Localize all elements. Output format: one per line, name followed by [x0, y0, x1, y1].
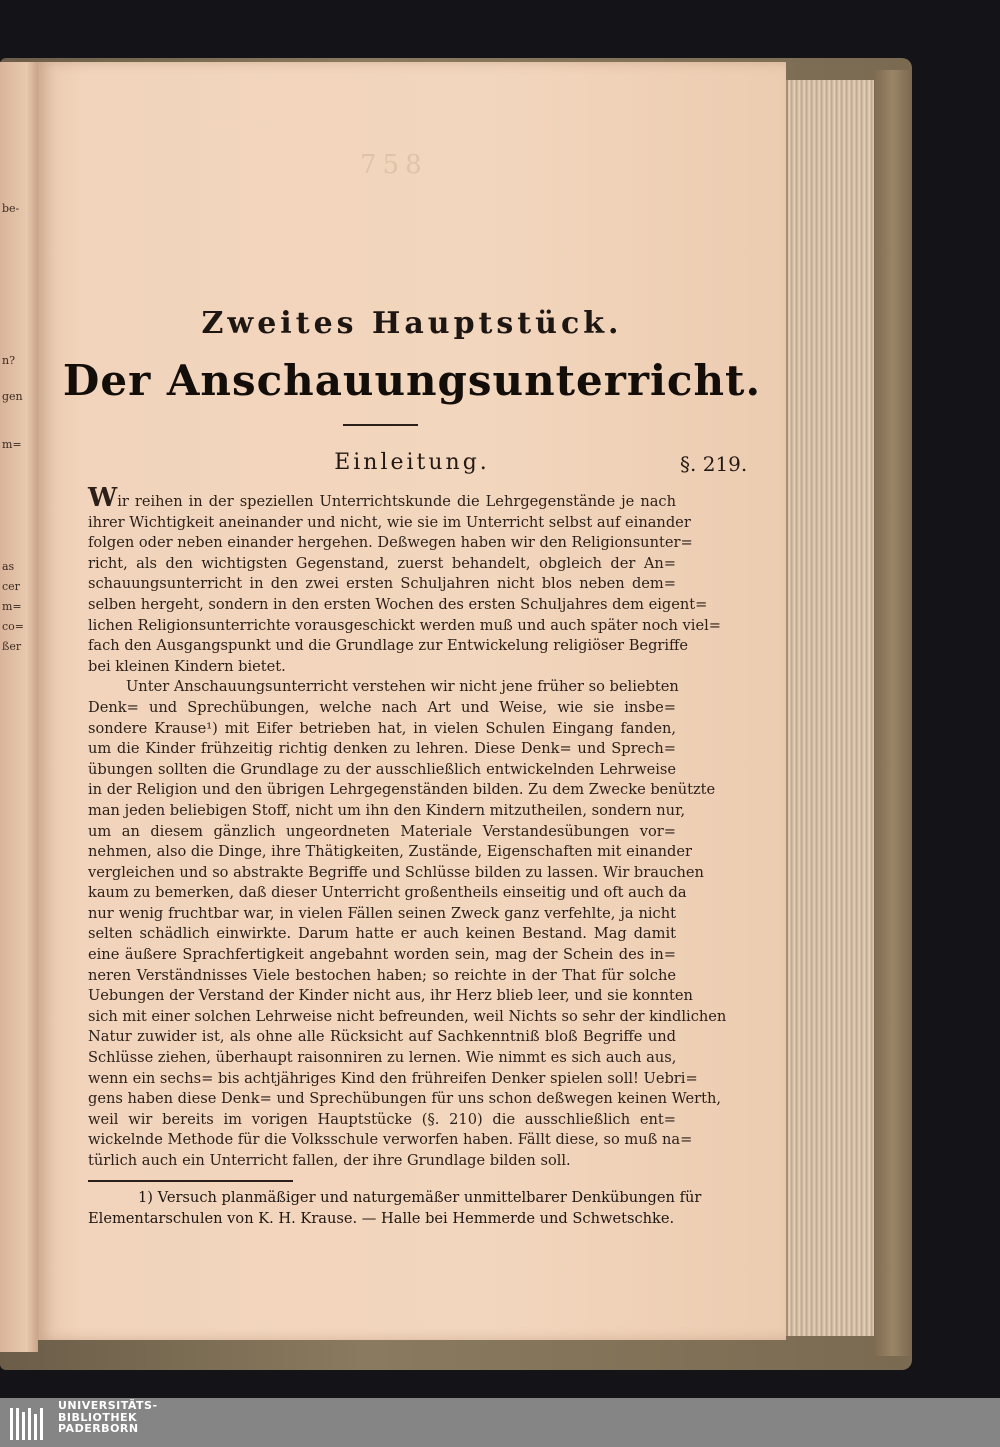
text-line: schauungsunterricht in den zwei ersten Schuljahren nicht blos neben dem=	[88, 575, 676, 593]
text-line: Uebungen der Verstand der Kinder nicht aus, ihr Herz blieb leer, und sie konnten	[88, 987, 693, 1005]
page-edges	[786, 80, 876, 1336]
bleed-through-page-number: 758	[360, 150, 428, 180]
text-line: selben hergeht, sondern in den ersten Wochen des ersten Schuljahres dem eigent=	[88, 595, 708, 613]
left-page-edge	[0, 62, 38, 1352]
text-line: nehmen, also die Dinge, ihre Thätigkeiten, Zustände, Eigenschaften mit einander	[88, 843, 692, 861]
text-line: fach den Ausgangspunkt und die Grundlage zur Entwickelung religiöser Begriffe	[88, 637, 689, 655]
library-name-line: PADERBORN	[58, 1422, 139, 1435]
text-line: folgen oder neben einander hergehen. Deßwegen haben wir den Religionsunter=	[88, 534, 693, 552]
title-divider	[343, 424, 418, 426]
text-line: selten schädlich einwirkte. Darum hatte er auch keinen Bestand. Mag damit	[88, 925, 676, 943]
footnote-divider	[88, 1180, 293, 1182]
text-line: um die Kinder frühzeitig richtig denken zu lehren. Diese Denk= und Sprech=	[88, 740, 676, 758]
library-name-line: BIBLIOTHEK	[58, 1410, 138, 1424]
text-line: ihrer Wichtigkeit aneinander und nicht, wie sie im Unterricht selbst auf einander	[88, 513, 691, 531]
text-line: Schlüsse ziehen, überhaupt raisonniren zu lernen. Wie nimmt es sich auch aus,	[88, 1049, 677, 1067]
text-line: Denk= und Sprechübungen, welche nach Art und Weise, wie sie insbe=	[88, 698, 676, 716]
text-line: gens haben diese Denk= und Sprechübungen für uns schon deßwegen keinen Werth,	[88, 1090, 721, 1108]
text-line: in der Religion und den übrigen Lehrgegenständen bilden. Zu dem Zwecke benützte	[88, 781, 716, 799]
footnote	[88, 1188, 702, 1229]
text-line: vergleichen und so abstrakte Begriffe und Schlüsse bilden zu lassen. Wir brauchen	[88, 863, 704, 881]
left-page-fragment: m=	[2, 438, 22, 451]
left-page-fragment: ßer	[2, 640, 22, 653]
left-page-fragment: n?	[2, 354, 15, 367]
body-text	[88, 483, 727, 1172]
library-logo-icon	[6, 1402, 50, 1444]
text-line: wickelnde Methode für die Volksschule verworfen haben. Fällt diese, so muß na=	[88, 1131, 693, 1149]
footnote-line: 1) Versuch planmäßiger und naturgemäßer unmittelbarer Denkübungen für	[138, 1189, 702, 1206]
text-line: eine äußere Sprachfertigkeit angebahnt worden sein, mag der Schein des in=	[88, 946, 676, 964]
text-line: nur wenig fruchtbar war, in vielen Fällen seinen Zweck ganz verfehlte, ja nicht	[88, 904, 676, 922]
footnote-line: Elementarschulen von K. H. Krause. — Halle bei Hemmerde und Schwetschke.	[88, 1209, 675, 1227]
dropcap: W	[88, 483, 118, 513]
left-page-fragment: cer	[2, 580, 20, 593]
page-title: Der Anschauungsunterricht.	[62, 356, 762, 405]
left-page-fragment: co=	[2, 620, 24, 633]
text-line: Natur zuwider ist, als ohne alle Rücksicht auf Sachkenntniß bloß Begriffe und	[88, 1028, 676, 1046]
text-line: um an diesem gänzlich ungeordneten Materiale Verstandesübungen vor=	[88, 822, 676, 840]
left-page-fragment: m=	[2, 600, 22, 613]
text-line: kaum zu bemerken, daß dieser Unterricht großentheils einseitig und oft auch da	[88, 884, 687, 902]
text-line: übungen sollten die Grundlage zu der ausschließlich entwickelnden Lehrweise	[88, 760, 676, 778]
text-line: sich mit einer solchen Lehrweise nicht befreunden, weil Nichts so sehr der kindlichen	[88, 1007, 727, 1025]
book-cover-edge	[874, 70, 912, 1356]
text-line: neren Verständnisses Viele bestochen haben; so reichte in der That für solche	[88, 966, 676, 984]
chapter-heading: Zweites Hauptstück.	[201, 306, 623, 341]
text-line: wenn ein sechs= bis achtjähriges Kind den frühreifen Denker spielen soll! Uebri=	[88, 1069, 698, 1087]
text-line: lichen Religionsunterrichte vorausgeschickt werden muß und auch später noch viel=	[88, 616, 722, 634]
text-line: Wir reihen in der speziellen Unterrichtskunde die Lehrgegenstände je nach	[88, 483, 676, 513]
section-title: Einleitung.	[334, 450, 490, 475]
text-line: richt, als den wichtigsten Gegenstand, zuerst behandelt, obgleich der An=	[88, 554, 676, 572]
text-line: Unter Anschauungsunterricht verstehen wir nicht jene früher so beliebten	[126, 678, 679, 696]
left-page-fragment: as	[2, 560, 15, 573]
text-line: bei kleinen Kindern bietet.	[88, 657, 286, 675]
left-page-fragment: be-	[2, 202, 20, 215]
library-name-line: UNIVERSITÄTS-	[58, 1399, 158, 1412]
library-name	[58, 1400, 158, 1435]
left-page-fragment: gen	[2, 390, 23, 403]
text-line: sondere Krause¹) mit Eifer betrieben hat, in vielen Schulen Eingang fanden,	[88, 719, 676, 737]
section-number: §. 219.	[680, 452, 748, 476]
text-line: weil wir bereits im vorigen Hauptstücke (§. 210) die ausschließlich ent=	[88, 1110, 676, 1128]
text-line: türlich auch ein Unterricht fallen, der ihre Grundlage bilden soll.	[88, 1152, 571, 1169]
text-line: man jeden beliebigen Stoff, nicht um ihn den Kindern mitzutheilen, sondern nur,	[88, 801, 686, 819]
